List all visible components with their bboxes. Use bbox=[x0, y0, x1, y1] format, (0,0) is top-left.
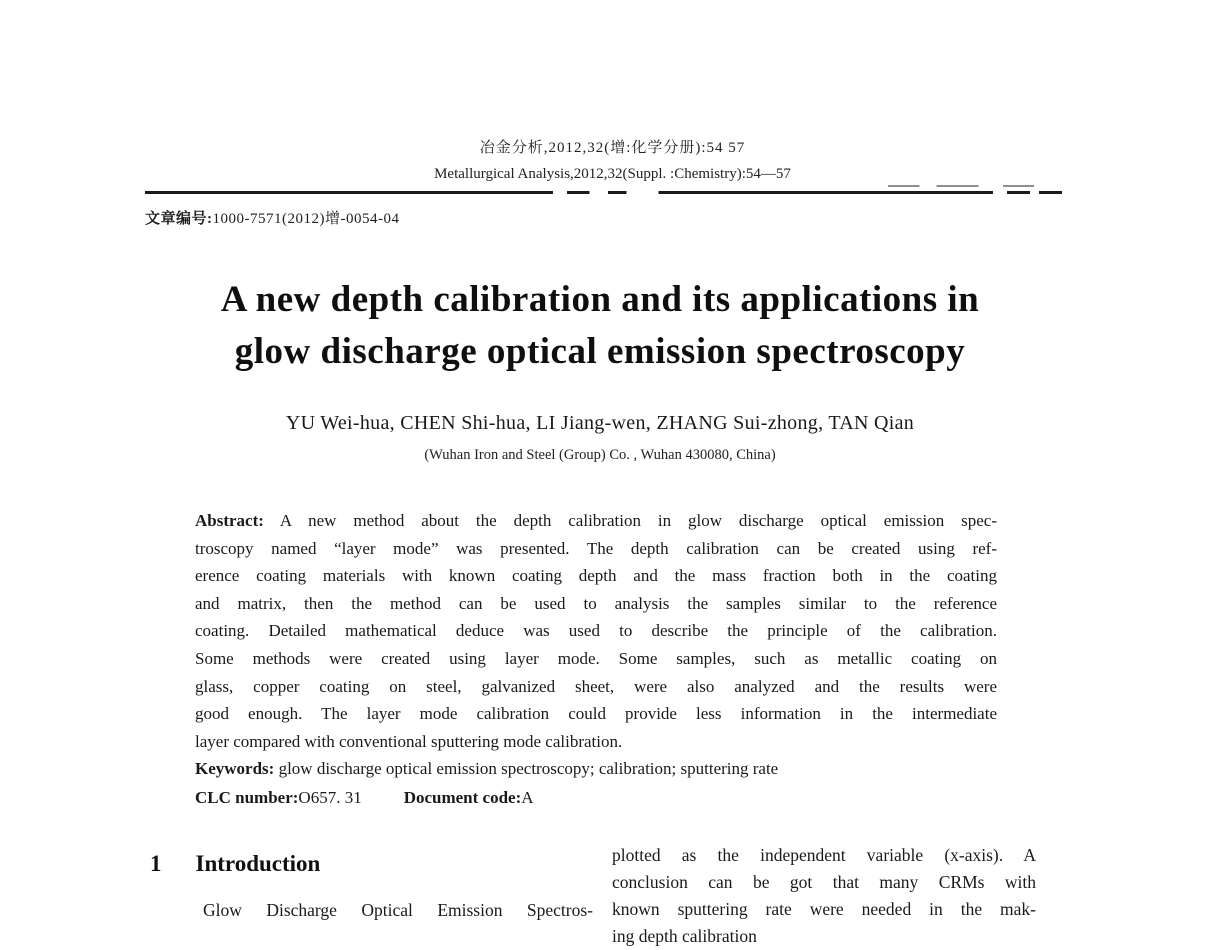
journal-header bbox=[0, 135, 1225, 187]
authors-line: YU Wei-hua, CHEN Shi-hua, LI Jiang-wen, ZHANG Sui-zhong, TAN Qian bbox=[285, 412, 915, 434]
abstract-block bbox=[195, 507, 997, 755]
section-number: 1 bbox=[150, 851, 162, 876]
clc-number-label: CLC number: bbox=[195, 788, 299, 807]
article-number-label: 文章编号: bbox=[145, 211, 213, 227]
abstract-line: good enough. The layer mode calibration could provide less information in the intermediate bbox=[195, 704, 997, 724]
abstract-line bbox=[195, 507, 997, 535]
body-text-line: plotted as the independent variable (x-axis). A bbox=[612, 845, 1036, 865]
abstract-line: layer compared with conventional sputtering mode calibration. bbox=[195, 731, 623, 751]
document-code-label: Document code: bbox=[403, 788, 522, 807]
section-title: Introduction bbox=[195, 851, 321, 876]
clc-number-value: O657. 31 bbox=[298, 788, 362, 807]
article-number-line bbox=[145, 207, 399, 228]
abstract-line: troscopy named “layer mode” was presented. The depth calibration can be created using ref- bbox=[195, 538, 997, 558]
header-rule bbox=[145, 191, 1062, 194]
journal-title-english: Metallurgical Analysis,2012,32(Suppl. :Chemistry):54—57 bbox=[434, 166, 791, 182]
journal-title-chinese: 冶金分析,2012,32(增:化学分册):54 57 bbox=[479, 140, 746, 156]
abstract-line: and matrix, then the method can be used to analysis the samples similar to the reference bbox=[195, 593, 997, 613]
abstract-line: Some methods were created using layer mode. Some samples, such as metallic coating on bbox=[195, 648, 997, 668]
body-text-line: known sputtering rate were needed in the mak- bbox=[612, 899, 1036, 919]
paper-title bbox=[0, 274, 1200, 378]
keywords-line bbox=[195, 759, 1015, 779]
abstract-line: glass, copper coating on steel, galvanized sheet, were also analyzed and the results were bbox=[195, 676, 997, 696]
abstract-line: coating. Detailed mathematical deduce was used to describe the principle of the calibration. bbox=[195, 621, 997, 641]
body-text-line-clipped: ing depth calibration bbox=[612, 926, 757, 946]
abstract-line: erence coating materials with known coating depth and the mass fraction both in the coating bbox=[195, 566, 997, 586]
abstract-label: Abstract: bbox=[195, 511, 264, 530]
paper-title-line-2: glow discharge optical emission spectroscopy bbox=[234, 331, 966, 372]
abstract-line-text: A new method about the depth calibration in glow discharge optical emission spec- bbox=[263, 511, 997, 530]
document-code-value: A bbox=[521, 788, 534, 807]
paper-title-line-1: A new depth calibration and its applications in bbox=[220, 279, 980, 320]
affiliation-line: (Wuhan Iron and Steel (Group) Co. , Wuhan 430080, China) bbox=[424, 447, 776, 463]
introduction-first-line: Glow Discharge Optical Emission Spectros- bbox=[203, 900, 593, 920]
clc-line bbox=[195, 788, 1015, 808]
body-text-line: conclusion can be got that many CRMs with bbox=[612, 872, 1036, 892]
article-number-value: 1000-7571(2012)增-0054-04 bbox=[212, 211, 400, 227]
right-column bbox=[612, 842, 1036, 950]
keywords-label: Keywords: bbox=[195, 759, 275, 778]
keywords-text: glow discharge optical emission spectroscopy; calibration; sputtering rate bbox=[274, 759, 779, 778]
section-heading-introduction bbox=[150, 851, 320, 877]
header-rule-scan-artifact bbox=[888, 185, 1062, 187]
